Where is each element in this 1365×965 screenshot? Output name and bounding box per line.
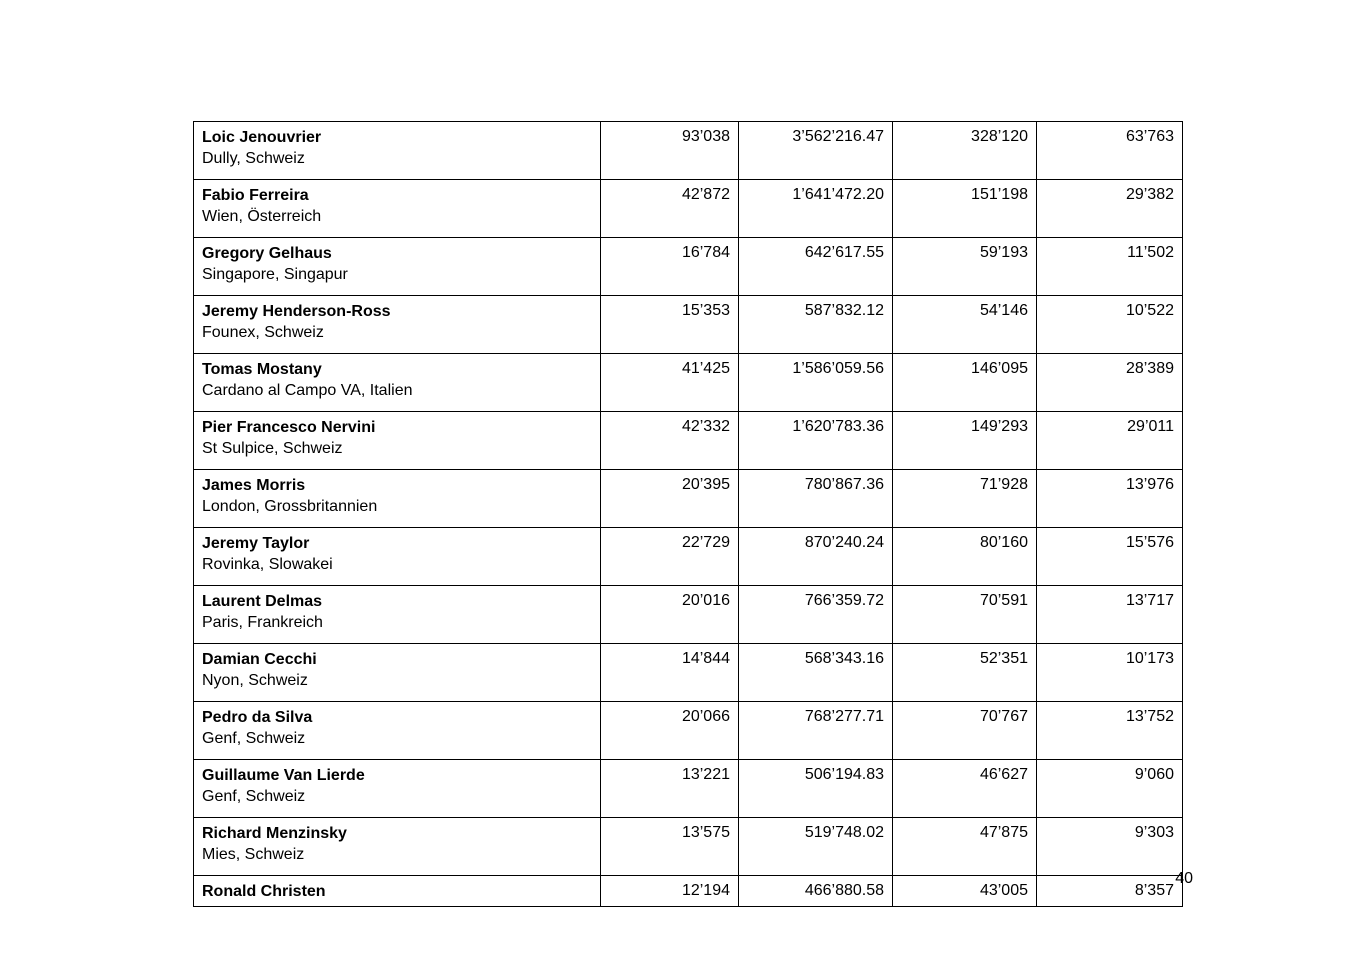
page-number: 40 [1175,870,1193,887]
value-col-1: 93’038 [601,122,739,180]
value-col-3: 146’095 [893,354,1037,412]
value-col-3: 70’591 [893,586,1037,644]
value-col-1: 20’395 [601,470,739,528]
holder-name: Pedro da Silva [202,709,313,726]
holder-location: Cardano al Campo VA, Italien [202,382,413,399]
holder-location: Singapore, Singapur [202,266,348,283]
value-col-1: 42’332 [601,412,739,470]
holder-location: Paris, Frankreich [202,614,323,631]
table-row [194,702,1183,760]
value-col-3: 59’193 [893,238,1037,296]
holder-cell [194,760,601,818]
table-row [194,644,1183,702]
holder-cell [194,180,601,238]
holder-cell [194,122,601,180]
holder-name: Richard Menzinsky [202,825,347,842]
holder-name: James Morris [202,477,306,494]
table-row [194,238,1183,296]
holder-name: Pier Francesco Nervini [202,419,376,436]
holder-cell [194,644,601,702]
value-col-3: 149’293 [893,412,1037,470]
value-col-4: 29’382 [1037,180,1183,238]
table-row [194,354,1183,412]
value-col-4: 13’717 [1037,586,1183,644]
value-col-4: 11’502 [1037,238,1183,296]
value-col-4: 29’011 [1037,412,1183,470]
value-col-3: 46’627 [893,760,1037,818]
value-col-4: 9’060 [1037,760,1183,818]
value-col-2: 766’359.72 [739,586,893,644]
value-col-1: 16’784 [601,238,739,296]
holder-location: Rovinka, Slowakei [202,556,333,573]
value-col-2: 642’617.55 [739,238,893,296]
value-col-2: 870’240.24 [739,528,893,586]
value-col-4: 10’522 [1037,296,1183,354]
table-row [194,412,1183,470]
holder-location: Founex, Schweiz [202,324,324,341]
value-col-2: 506’194.83 [739,760,893,818]
holder-name: Fabio Ferreira [202,187,309,204]
table-row [194,180,1183,238]
table-row [194,760,1183,818]
value-col-2: 3’562’216.47 [739,122,893,180]
value-col-3: 47’875 [893,818,1037,876]
holder-name: Tomas Mostany [202,361,322,378]
value-col-1: 22’729 [601,528,739,586]
value-col-4: 10’173 [1037,644,1183,702]
value-col-3: 70’767 [893,702,1037,760]
value-col-4: 15’576 [1037,528,1183,586]
holder-name: Guillaume Van Lierde [202,767,365,784]
value-col-4: 8’357 [1037,876,1183,907]
value-col-3: 54’146 [893,296,1037,354]
holder-cell [194,238,601,296]
holder-name: Jeremy Taylor [202,535,310,552]
holder-cell [194,528,601,586]
holder-name: Laurent Delmas [202,593,323,610]
value-col-2: 780’867.36 [739,470,893,528]
holder-name: Ronald Christen [202,883,326,900]
value-col-1: 15’353 [601,296,739,354]
holder-location: Genf, Schweiz [202,730,306,747]
value-col-1: 20’016 [601,586,739,644]
table-row [194,122,1183,180]
holder-location: Dully, Schweiz [202,150,305,167]
holder-cell [194,412,601,470]
value-col-2: 568’343.16 [739,644,893,702]
value-col-2: 1’641’472.20 [739,180,893,238]
value-col-1: 20’066 [601,702,739,760]
table-row [194,528,1183,586]
shareholder-table [193,121,1183,907]
value-col-2: 1’586’059.56 [739,354,893,412]
table-row [194,818,1183,876]
holder-name: Jeremy Henderson-Ross [202,303,391,320]
value-col-4: 63’763 [1037,122,1183,180]
table-row [194,470,1183,528]
value-col-3: 151’198 [893,180,1037,238]
value-col-2: 519’748.02 [739,818,893,876]
value-col-4: 9’303 [1037,818,1183,876]
value-col-3: 52’351 [893,644,1037,702]
holder-location: Nyon, Schweiz [202,672,308,689]
value-col-3: 43’005 [893,876,1037,907]
value-col-1: 12’194 [601,876,739,907]
value-col-3: 80’160 [893,528,1037,586]
value-col-3: 328’120 [893,122,1037,180]
value-col-4: 28’389 [1037,354,1183,412]
holder-cell [194,818,601,876]
holder-cell [194,876,601,907]
holder-location: Mies, Schweiz [202,846,305,863]
holder-cell [194,296,601,354]
value-col-1: 13’221 [601,760,739,818]
holder-name: Loic Jenouvrier [202,129,322,146]
holder-location: Genf, Schweiz [202,788,306,805]
holder-name: Gregory Gelhaus [202,245,332,262]
value-col-3: 71’928 [893,470,1037,528]
holder-cell [194,586,601,644]
value-col-2: 768’277.71 [739,702,893,760]
value-col-4: 13’976 [1037,470,1183,528]
holder-cell [194,354,601,412]
table-body [194,122,1183,907]
value-col-1: 42’872 [601,180,739,238]
holder-cell [194,470,601,528]
holder-location: London, Grossbritannien [202,498,378,515]
holder-cell [194,702,601,760]
value-col-4: 13’752 [1037,702,1183,760]
value-col-1: 41’425 [601,354,739,412]
value-col-2: 1’620’783.36 [739,412,893,470]
holder-location: Wien, Österreich [202,208,322,225]
value-col-1: 13’575 [601,818,739,876]
value-col-2: 587’832.12 [739,296,893,354]
table-row [194,296,1183,354]
holder-name: Damian Cecchi [202,651,317,668]
value-col-2: 466’880.58 [739,876,893,907]
holder-location: St Sulpice, Schweiz [202,440,343,457]
value-col-1: 14’844 [601,644,739,702]
table-row-partial [194,876,1183,907]
table-row [194,586,1183,644]
